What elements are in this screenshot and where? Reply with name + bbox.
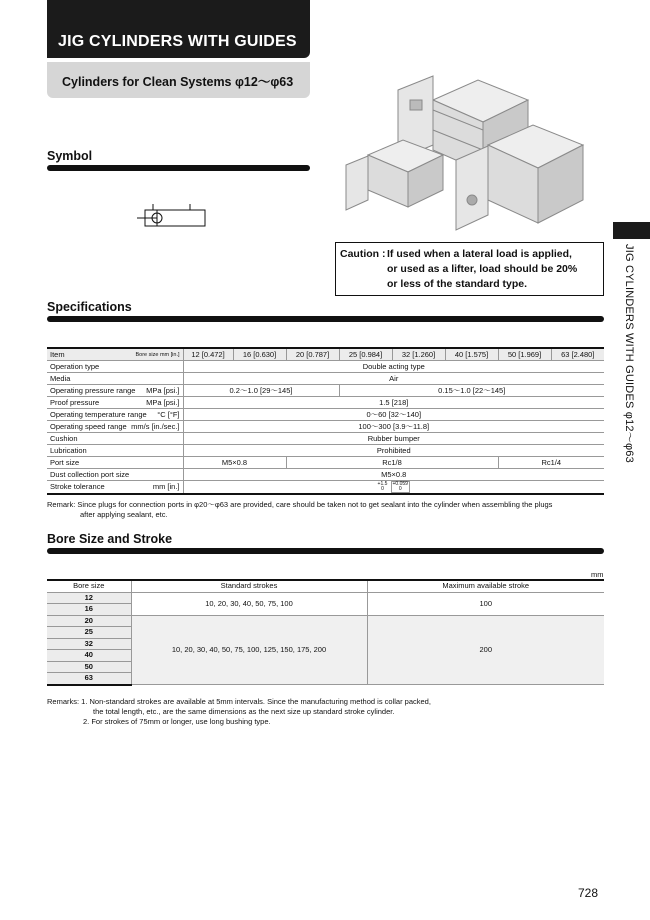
table-row bbox=[47, 385, 604, 397]
bore-size-cell: 16 bbox=[47, 604, 131, 616]
item-header: Item Bore size mm [in.] bbox=[47, 348, 183, 361]
page-subtitle: Cylinders for Clean Systems φ12～φ63 bbox=[62, 75, 294, 89]
cell-value bbox=[183, 481, 604, 495]
cell-value: 0.2～1.0 [29～145] bbox=[183, 385, 339, 397]
specifications-table bbox=[47, 347, 604, 495]
column-header: Standard strokes bbox=[131, 580, 367, 592]
column-header: Maximum available stroke bbox=[367, 580, 604, 592]
cylinder-illustration-small bbox=[346, 140, 443, 210]
caution-line: or less of the standard type. bbox=[387, 278, 528, 290]
table-row bbox=[47, 409, 604, 421]
cell-value: Prohibited bbox=[183, 445, 604, 457]
max-stroke-cell: 100 bbox=[367, 592, 604, 615]
column-header: Bore size bbox=[47, 580, 131, 592]
cell-value: M5×0.8 bbox=[183, 469, 604, 481]
max-stroke-cell: 200 bbox=[367, 615, 604, 685]
bore-size-cell: 12 bbox=[47, 592, 131, 604]
cell-value: 0.15～1.0 [22～145] bbox=[339, 385, 604, 397]
product-photo bbox=[338, 50, 593, 235]
row-label: Port size bbox=[47, 457, 183, 469]
row-label: Cushion bbox=[47, 433, 183, 445]
table-row bbox=[47, 580, 604, 592]
row-label: Operating pressure range MPa [psi.] bbox=[47, 385, 183, 397]
standard-strokes-cell: 10, 20, 30, 40, 50, 75, 100, 125, 150, 175, 200 bbox=[131, 615, 367, 685]
bore-column-header: 40 [1.575] bbox=[445, 348, 498, 361]
table-row bbox=[47, 445, 604, 457]
cylinder-symbol bbox=[135, 200, 215, 236]
table-row bbox=[47, 397, 604, 409]
bore-remark-line: the total length, etc., are the same dimensions as the next size up standard stroke cylinder. bbox=[93, 707, 395, 716]
bore-stroke-heading-bar bbox=[47, 548, 604, 554]
caution-line: If used when a lateral load is applied, bbox=[387, 248, 572, 260]
table-row bbox=[47, 373, 604, 385]
cell-value: Rc1/4 bbox=[498, 457, 604, 469]
caution-label: Caution : bbox=[340, 248, 386, 260]
bore-size-cell: 20 bbox=[47, 615, 131, 627]
side-tab bbox=[613, 222, 650, 239]
bore-column-header: 32 [1.260] bbox=[392, 348, 445, 361]
cell-value: Double acting type bbox=[183, 361, 604, 373]
cell-value: M5×0.8 bbox=[183, 457, 286, 469]
bore-size-cell: 25 bbox=[47, 627, 131, 639]
cell-value: Air bbox=[183, 373, 604, 385]
bore-remark-line: Remarks: 1. Non-standard strokes are available at 5mm intervals. Since the manufacturing method is collar packed, bbox=[47, 697, 431, 706]
row-label: Proof pressure MPa [psi.] bbox=[47, 397, 183, 409]
table-row bbox=[47, 481, 604, 495]
table-row bbox=[47, 421, 604, 433]
bore-size-cell: 32 bbox=[47, 638, 131, 650]
row-label: Media bbox=[47, 373, 183, 385]
bore-stroke-heading: Bore Size and Stroke bbox=[47, 532, 173, 546]
symbol-heading-bar bbox=[47, 165, 310, 171]
table-row bbox=[47, 615, 604, 627]
cell-value: 100～300 [3.9～11.8] bbox=[183, 421, 604, 433]
specifications-heading-bar bbox=[47, 316, 604, 322]
bore-column-header: 20 [0.787] bbox=[286, 348, 339, 361]
table-row bbox=[47, 361, 604, 373]
table-row bbox=[47, 469, 604, 481]
bore-column-header: 16 [0.630] bbox=[233, 348, 286, 361]
bore-size-header: Bore size mm [in.] bbox=[135, 351, 180, 358]
row-label: Operating speed range mm/s [in./sec.] bbox=[47, 421, 183, 433]
bore-stroke-table bbox=[47, 579, 604, 686]
bore-remark-line: 2. For strokes of 75mm or longer, use long bushing type. bbox=[83, 717, 271, 726]
table-row bbox=[47, 348, 604, 361]
caution-box bbox=[335, 242, 604, 296]
stroke-tolerance-in: +0.059 0 bbox=[392, 481, 408, 492]
page-number: 728 bbox=[578, 886, 599, 900]
table-row bbox=[47, 457, 604, 469]
bore-column-header: 63 [2.480] bbox=[551, 348, 604, 361]
standard-strokes-cell: 10, 20, 30, 40, 50, 75, 100 bbox=[131, 592, 367, 615]
page-title: JIG CYLINDERS WITH GUIDES bbox=[58, 33, 297, 50]
table-row bbox=[47, 592, 604, 604]
row-label: Lubrication bbox=[47, 445, 183, 457]
spec-remark-line: Remark: Since plugs for connection ports in φ20～φ63 are provided, care should be taken not to get sealant into the cylinder when assembling the plugs bbox=[47, 500, 553, 509]
spec-remark-line: after applying sealant, etc. bbox=[80, 510, 168, 519]
symbol-heading: Symbol bbox=[47, 149, 93, 163]
cell-value: Rubber bumper bbox=[183, 433, 604, 445]
stroke-tolerance-mm: +1.5 0 bbox=[377, 481, 388, 492]
row-label: Operating temperature range °C [°F] bbox=[47, 409, 183, 421]
bore-column-header: 50 [1.969] bbox=[498, 348, 551, 361]
bore-column-header: 25 [0.984] bbox=[339, 348, 392, 361]
cell-value: 0～60 [32～140] bbox=[183, 409, 604, 421]
bore-size-cell: 40 bbox=[47, 650, 131, 662]
row-label: Dust collection port size bbox=[47, 469, 183, 481]
specifications-heading: Specifications bbox=[47, 300, 132, 314]
row-label: Operation type bbox=[47, 361, 183, 373]
bore-size-cell: 50 bbox=[47, 661, 131, 673]
cell-value: 1.5 [218] bbox=[183, 397, 604, 409]
caution-line: or used as a lifter, load should be 20% bbox=[387, 263, 578, 275]
bore-column-header: 12 [0.472] bbox=[183, 348, 233, 361]
bore-size-cell: 63 bbox=[47, 673, 131, 685]
table-row bbox=[47, 433, 604, 445]
unit-label: mm bbox=[591, 570, 604, 579]
cell-value: Rc1/8 bbox=[286, 457, 498, 469]
row-label: Stroke tolerance mm [in.] bbox=[47, 481, 183, 495]
